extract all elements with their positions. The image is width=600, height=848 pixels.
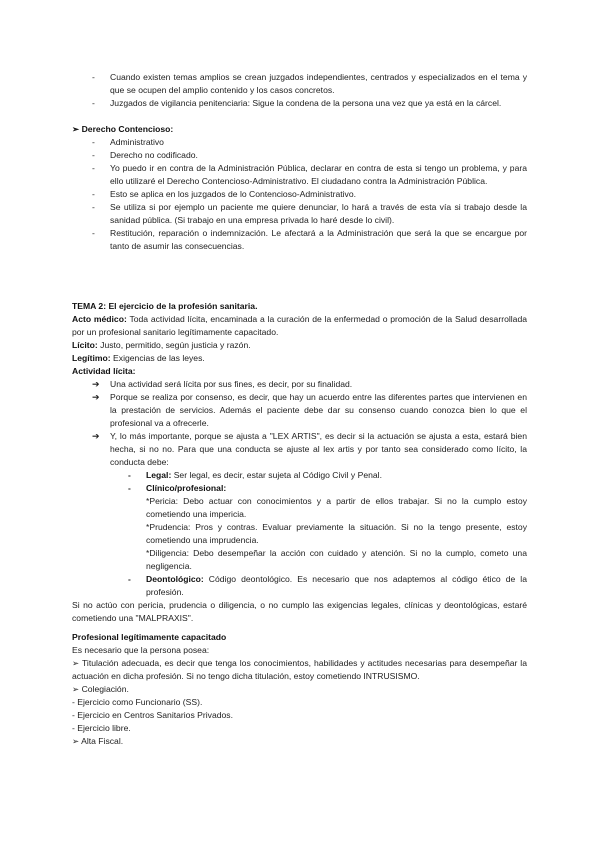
licito-text: Justo, permitido, según justicia y razón. [97, 340, 251, 350]
dash-bullet: - [128, 470, 131, 480]
legitimo-label: Legítimo: [72, 353, 111, 363]
licito-label: Lícito: [72, 340, 98, 350]
list-item-text: Derecho no codificado. [110, 150, 198, 160]
deonto-label: Deontológico: [146, 574, 204, 584]
arrow-item [72, 430, 527, 469]
dash-bullet: - [92, 189, 95, 199]
legitimo-paragraph [72, 352, 527, 365]
list-item [72, 149, 527, 162]
arrow-icon: ➔ [92, 392, 100, 402]
licito-paragraph [72, 339, 527, 352]
sub-item-deontologico [72, 573, 527, 599]
list-item [72, 162, 527, 188]
list-item-text: Se utiliza si por ejemplo un paciente me quiere denunciar, lo hará a través de esta vía si trabajo desde la sanidad pública. (Si trabajo en una empresa privada lo haré desde lo civil). [110, 202, 527, 225]
arrow-item-text: Y, lo más importante, porque se ajusta a "LEX ARTIS", es decir si la actuación se ajusta a esta, estará bien hecha, si no no. Para que una conducta se ajuste al lex artis y por tanto sea considerado como lícito, la conducta debe: [110, 431, 527, 467]
prudencia-text: *Prudencia: Pros y contras. Evaluar previamente la situación. Si no la tengo presente, estoy cometiendo una imprudencia. [146, 522, 527, 545]
dash-bullet: - [92, 72, 95, 82]
pericia-text: *Pericia: Debo actuar con conocimientos y a partir de ellos trabajar. Si no la cumplo estoy cometiendo una impericia. [146, 496, 527, 519]
tema2-section [72, 300, 527, 625]
actividad-licita-heading [72, 365, 527, 378]
profesional-line: ➢ Alta Fiscal. [72, 736, 124, 746]
dash-bullet: - [92, 163, 95, 173]
sub-item-clinico [72, 482, 527, 495]
arrow-item-text: Una actividad será lícita por sus fines, es decir, por su finalidad. [110, 379, 353, 389]
arrow-icon: ➔ [92, 379, 100, 389]
dash-bullet: - [92, 202, 95, 212]
profesional-title: Profesional legítimamente capacitado [72, 632, 227, 642]
legal-text: Ser legal, es decir, estar sujeta al Código Civil y Penal. [171, 470, 382, 480]
acto-medico-paragraph [72, 313, 527, 339]
dash-bullet: - [92, 150, 95, 160]
list-item [72, 201, 527, 227]
contencioso-heading: ➢ Derecho Contencioso: [72, 124, 174, 134]
legitimo-text: Exigencias de las leyes. [110, 353, 205, 363]
sub-item-legal [72, 469, 527, 482]
arrow-item [72, 391, 527, 430]
profesional-line: ➢ Colegiación. [72, 684, 129, 694]
list-item [72, 97, 527, 110]
profesional-line: - Ejercicio en Centros Sanitarios Privados. [72, 710, 233, 720]
list-item [72, 188, 527, 201]
list-item [72, 71, 527, 97]
malpraxis-paragraph: Si no actúo con pericia, prudencia o diligencia, o no cumplo las exigencias legales, clínicas y deontológicas, estaré cometiendo una "MALPRAXIS". [72, 600, 527, 623]
arrow-icon: ➔ [92, 431, 100, 441]
list-item-text: Cuando existen temas amplios se crean juzgados independientes, centrados y especializados en el tema y que se ocupen del amplio contenido y los casos concretos. [110, 72, 527, 95]
titulacion-paragraph: ➢ Titulación adecuada, es decir que tenga los conocimientos, habilidades y actitudes necesarias para desempeñar la actuación en dicha profesión. Si no tengo dicha titulación, estoy cometiendo INTRUSISMO. [72, 658, 527, 681]
dash-bullet: - [128, 574, 131, 584]
list-item-text: Yo puedo ir en contra de la Administración Pública, declarar en contra de esta si tengo un problema, y para ello utilizaré el Derecho Contencioso-Administrativo. El ciudadano contra la Administración Pública. [110, 163, 527, 186]
list-item-text: Restitución, reparación o indemnización. Le afectará a la Administración que será la que se encargue por tanto de asumir las consecuencias. [110, 228, 527, 251]
arrow-item-text: Porque se realiza por consenso, es decir, que hay un acuerdo entre las diferentes partes que intervienen en la prestación de servicios. Además el paciente debe dar su consenso cuando conozca bien lo que el profesional va a ofrecerle. [110, 392, 527, 428]
list-item [72, 227, 527, 253]
list-item-text: Administrativo [110, 137, 164, 147]
acto-medico-text: Toda actividad lícita, encaminada a la curación de la enfermedad o promoción de la Salud desarrollada por un profesional sanitario legítimamente capacitado. [72, 314, 527, 337]
profesional-section [72, 631, 527, 748]
acto-medico-label: Acto médico: [72, 314, 127, 324]
intro-section [72, 71, 527, 253]
arrow-item [72, 378, 527, 391]
clinico-label: Clínico/profesional: [146, 483, 227, 493]
list-item-text: Esto se aplica en los juzgados de lo Contencioso-Administrativo. [110, 189, 357, 199]
dash-bullet: - [92, 137, 95, 147]
dash-bullet: - [92, 98, 95, 108]
legal-label: Legal: [146, 470, 172, 480]
deonto-text: Código deontológico. Es necesario que nos adaptemos al código ético de la profesión. [146, 574, 527, 597]
list-item-text: Juzgados de vigilancia penitenciaria: Sigue la condena de la persona una vez que ya está en la cárcel. [110, 98, 502, 108]
profesional-lead: Es necesario que la persona posea: [72, 645, 210, 655]
profesional-line: - Ejercicio libre. [72, 723, 131, 733]
dash-bullet: - [92, 228, 95, 238]
list-item [72, 136, 527, 149]
actividad-licita-label: Actividad lícita: [72, 366, 136, 376]
dash-bullet: - [128, 483, 131, 493]
tema2-title: TEMA 2: El ejercicio de la profesión sanitaria. [72, 301, 258, 311]
diligencia-text: *Diligencia: Debo desempeñar la acción con cuidado y atención. Si no la cumplo, cometo una negligencia. [146, 548, 527, 571]
profesional-line: - Ejercicio como Funcionario (SS). [72, 697, 203, 707]
